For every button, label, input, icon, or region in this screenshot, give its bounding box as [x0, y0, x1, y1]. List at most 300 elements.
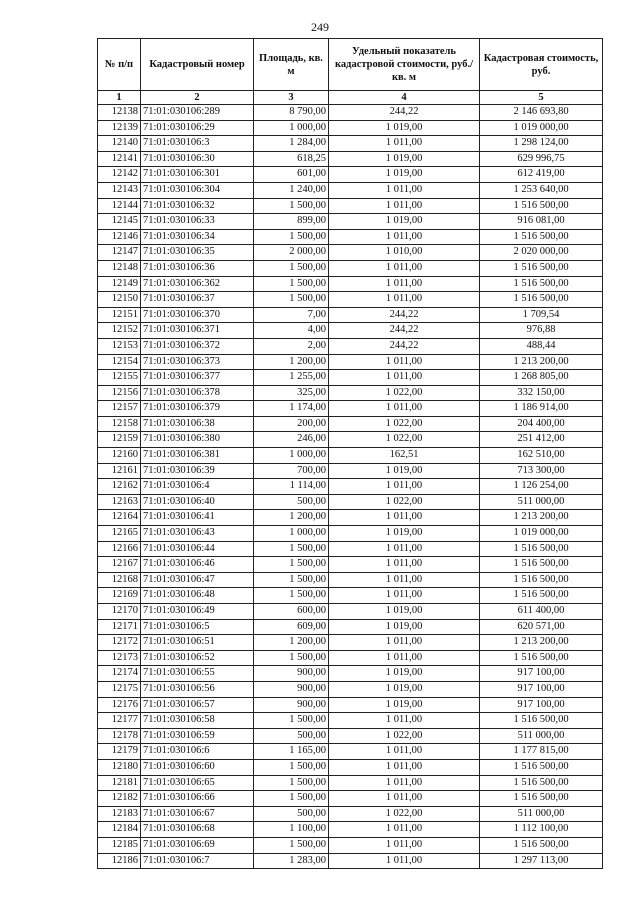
header-cadastral-number: Кадастровый номер	[141, 39, 254, 91]
area-cell: 325,00	[254, 385, 329, 401]
cadastral-number-cell: 71:01:030106:65	[141, 775, 254, 791]
row-number-cell: 12179	[98, 744, 141, 760]
table-row	[98, 448, 603, 464]
table-row	[98, 541, 603, 557]
cadastral-number-cell: 71:01:030106:370	[141, 307, 254, 323]
row-number-cell: 12178	[98, 728, 141, 744]
area-cell: 1 200,00	[254, 635, 329, 651]
specific-value-cell: 244,22	[329, 338, 480, 354]
specific-value-cell: 1 011,00	[329, 572, 480, 588]
cadastral-value-cell: 917 100,00	[480, 681, 603, 697]
area-cell: 1 500,00	[254, 229, 329, 245]
cadastral-number-cell: 71:01:030106:43	[141, 526, 254, 542]
cadastral-value-cell: 1 516 500,00	[480, 276, 603, 292]
cadastral-value-cell: 2 146 693,80	[480, 105, 603, 121]
area-cell: 2,00	[254, 338, 329, 354]
table-row	[98, 775, 603, 791]
area-cell: 1 000,00	[254, 120, 329, 136]
column-number: 2	[141, 91, 254, 105]
specific-value-cell: 1 011,00	[329, 198, 480, 214]
table-header	[98, 39, 603, 105]
specific-value-cell: 1 022,00	[329, 806, 480, 822]
cadastral-number-cell: 71:01:030106:60	[141, 759, 254, 775]
area-cell: 1 000,00	[254, 448, 329, 464]
cadastral-value-cell: 1 516 500,00	[480, 557, 603, 573]
cadastral-value-cell: 620 571,00	[480, 619, 603, 635]
table-row	[98, 806, 603, 822]
cadastral-value-cell: 611 400,00	[480, 604, 603, 620]
cadastral-number-cell: 71:01:030106:47	[141, 572, 254, 588]
table-row	[98, 432, 603, 448]
specific-value-cell: 1 019,00	[329, 214, 480, 230]
table-row	[98, 837, 603, 853]
table-row	[98, 385, 603, 401]
specific-value-cell: 1 019,00	[329, 666, 480, 682]
cadastral-number-cell: 71:01:030106:4	[141, 479, 254, 495]
specific-value-cell: 1 011,00	[329, 744, 480, 760]
specific-value-cell: 1 011,00	[329, 822, 480, 838]
area-cell: 1 174,00	[254, 401, 329, 417]
area-cell: 1 200,00	[254, 510, 329, 526]
cadastral-value-cell: 1 516 500,00	[480, 775, 603, 791]
cadastral-value-cell: 1 297 113,00	[480, 853, 603, 869]
cadastral-value-cell: 1 112 100,00	[480, 822, 603, 838]
cadastral-value-cell: 251 412,00	[480, 432, 603, 448]
cadastral-value-cell: 629 996,75	[480, 151, 603, 167]
specific-value-cell: 1 011,00	[329, 759, 480, 775]
table-row	[98, 759, 603, 775]
area-cell: 601,00	[254, 167, 329, 183]
row-number-cell: 12141	[98, 151, 141, 167]
cadastral-number-cell: 71:01:030106:51	[141, 635, 254, 651]
column-number: 4	[329, 91, 480, 105]
area-cell: 7,00	[254, 307, 329, 323]
row-number-cell: 12182	[98, 791, 141, 807]
row-number-cell: 12160	[98, 448, 141, 464]
cadastral-value-cell: 1 516 500,00	[480, 837, 603, 853]
cadastral-value-cell: 916 081,00	[480, 214, 603, 230]
area-cell: 1 500,00	[254, 276, 329, 292]
specific-value-cell: 1 011,00	[329, 182, 480, 198]
cadastral-value-cell: 162 510,00	[480, 448, 603, 464]
specific-value-cell: 1 019,00	[329, 120, 480, 136]
cadastral-number-cell: 71:01:030106:46	[141, 557, 254, 573]
cadastral-value-cell: 1 516 500,00	[480, 713, 603, 729]
cadastral-number-cell: 71:01:030106:41	[141, 510, 254, 526]
cadastral-number-cell: 71:01:030106:39	[141, 463, 254, 479]
area-cell: 1 000,00	[254, 526, 329, 542]
area-cell: 899,00	[254, 214, 329, 230]
area-cell: 900,00	[254, 681, 329, 697]
specific-value-cell: 1 019,00	[329, 167, 480, 183]
row-number-cell: 12184	[98, 822, 141, 838]
area-cell: 1 200,00	[254, 354, 329, 370]
cadastral-value-cell: 1 516 500,00	[480, 260, 603, 276]
cadastral-value-cell: 204 400,00	[480, 416, 603, 432]
table-row	[98, 853, 603, 869]
area-cell: 500,00	[254, 728, 329, 744]
cadastral-number-cell: 71:01:030106:68	[141, 822, 254, 838]
cadastral-table	[97, 38, 603, 869]
table-row	[98, 713, 603, 729]
specific-value-cell: 1 011,00	[329, 557, 480, 573]
cadastral-number-cell: 71:01:030106:371	[141, 323, 254, 339]
cadastral-number-cell: 71:01:030106:56	[141, 681, 254, 697]
cadastral-value-cell: 1 516 500,00	[480, 198, 603, 214]
area-cell: 1 500,00	[254, 292, 329, 308]
header-row-number: № п/п	[98, 39, 141, 91]
header-cadastral-value: Кадастровая стоимость, руб.	[480, 39, 603, 91]
cadastral-value-cell: 2 020 000,00	[480, 245, 603, 261]
cadastral-value-cell: 1 516 500,00	[480, 588, 603, 604]
table-row	[98, 604, 603, 620]
table-row	[98, 744, 603, 760]
area-cell: 1 500,00	[254, 198, 329, 214]
area-cell: 1 500,00	[254, 837, 329, 853]
table-row	[98, 105, 603, 121]
row-number-cell: 12162	[98, 479, 141, 495]
area-cell: 2 000,00	[254, 245, 329, 261]
cadastral-number-cell: 71:01:030106:3	[141, 136, 254, 152]
row-number-cell: 12146	[98, 229, 141, 245]
table-row	[98, 681, 603, 697]
table-row	[98, 728, 603, 744]
row-number-cell: 12140	[98, 136, 141, 152]
row-number-cell: 12172	[98, 635, 141, 651]
cadastral-value-cell: 1 019 000,00	[480, 120, 603, 136]
cadastral-number-cell: 71:01:030106:36	[141, 260, 254, 276]
cadastral-number-cell: 71:01:030106:34	[141, 229, 254, 245]
header-specific-value: Удельный показатель кадастровой стоимости, руб./кв. м	[329, 39, 480, 91]
cadastral-number-cell: 71:01:030106:6	[141, 744, 254, 760]
area-cell: 700,00	[254, 463, 329, 479]
specific-value-cell: 1 011,00	[329, 370, 480, 386]
cadastral-number-cell: 71:01:030106:38	[141, 416, 254, 432]
area-cell: 1 500,00	[254, 791, 329, 807]
cadastral-number-cell: 71:01:030106:32	[141, 198, 254, 214]
row-number-cell: 12170	[98, 604, 141, 620]
specific-value-cell: 1 019,00	[329, 463, 480, 479]
table-row	[98, 307, 603, 323]
cadastral-value-cell: 1 709,54	[480, 307, 603, 323]
row-number-cell: 12171	[98, 619, 141, 635]
row-number-cell: 12174	[98, 666, 141, 682]
row-number-cell: 12167	[98, 557, 141, 573]
specific-value-cell: 1 011,00	[329, 292, 480, 308]
table-row	[98, 666, 603, 682]
cadastral-value-cell: 1 126 254,00	[480, 479, 603, 495]
table-row	[98, 697, 603, 713]
specific-value-cell: 1 019,00	[329, 526, 480, 542]
cadastral-value-cell: 1 516 500,00	[480, 650, 603, 666]
area-cell: 246,00	[254, 432, 329, 448]
area-cell: 500,00	[254, 494, 329, 510]
cadastral-value-cell: 1 516 500,00	[480, 791, 603, 807]
row-number-cell: 12152	[98, 323, 141, 339]
table-row	[98, 510, 603, 526]
cadastral-value-cell: 1 516 500,00	[480, 759, 603, 775]
table-row	[98, 572, 603, 588]
header-row	[98, 39, 603, 91]
area-cell: 200,00	[254, 416, 329, 432]
header-area: Площадь, кв. м	[254, 39, 329, 91]
row-number-cell: 12156	[98, 385, 141, 401]
specific-value-cell: 1 022,00	[329, 432, 480, 448]
area-cell: 1 500,00	[254, 650, 329, 666]
row-number-cell: 12159	[98, 432, 141, 448]
cadastral-value-cell: 713 300,00	[480, 463, 603, 479]
row-number-cell: 12143	[98, 182, 141, 198]
cadastral-value-cell: 511 000,00	[480, 728, 603, 744]
cadastral-number-cell: 71:01:030106:381	[141, 448, 254, 464]
area-cell: 4,00	[254, 323, 329, 339]
row-number-cell: 12144	[98, 198, 141, 214]
area-cell: 1 100,00	[254, 822, 329, 838]
row-number-cell: 12180	[98, 759, 141, 775]
table-row	[98, 338, 603, 354]
row-number-cell: 12165	[98, 526, 141, 542]
specific-value-cell: 1 011,00	[329, 588, 480, 604]
table-row	[98, 260, 603, 276]
specific-value-cell: 244,22	[329, 105, 480, 121]
table-row	[98, 416, 603, 432]
cadastral-value-cell: 917 100,00	[480, 697, 603, 713]
row-number-cell: 12185	[98, 837, 141, 853]
area-cell: 1 500,00	[254, 759, 329, 775]
specific-value-cell: 162,51	[329, 448, 480, 464]
table-row	[98, 619, 603, 635]
specific-value-cell: 244,22	[329, 307, 480, 323]
row-number-cell: 12173	[98, 650, 141, 666]
area-cell: 1 500,00	[254, 713, 329, 729]
cadastral-number-cell: 71:01:030106:30	[141, 151, 254, 167]
specific-value-cell: 1 011,00	[329, 354, 480, 370]
cadastral-number-cell: 71:01:030106:5	[141, 619, 254, 635]
table-row	[98, 650, 603, 666]
specific-value-cell: 1 011,00	[329, 260, 480, 276]
cadastral-number-cell: 71:01:030106:377	[141, 370, 254, 386]
row-number-cell: 12145	[98, 214, 141, 230]
specific-value-cell: 1 022,00	[329, 385, 480, 401]
cadastral-value-cell: 1 177 815,00	[480, 744, 603, 760]
table-row	[98, 791, 603, 807]
table-row	[98, 198, 603, 214]
area-cell: 1 284,00	[254, 136, 329, 152]
cadastral-number-cell: 71:01:030106:289	[141, 105, 254, 121]
area-cell: 1 255,00	[254, 370, 329, 386]
specific-value-cell: 1 011,00	[329, 791, 480, 807]
row-number-cell: 12168	[98, 572, 141, 588]
column-number: 1	[98, 91, 141, 105]
cadastral-number-cell: 71:01:030106:37	[141, 292, 254, 308]
area-cell: 609,00	[254, 619, 329, 635]
table-row	[98, 401, 603, 417]
area-cell: 1 240,00	[254, 182, 329, 198]
table-row	[98, 822, 603, 838]
table-row	[98, 120, 603, 136]
cadastral-number-cell: 71:01:030106:362	[141, 276, 254, 292]
row-number-cell: 12186	[98, 853, 141, 869]
specific-value-cell: 1 011,00	[329, 401, 480, 417]
cadastral-number-cell: 71:01:030106:55	[141, 666, 254, 682]
cadastral-number-cell: 71:01:030106:378	[141, 385, 254, 401]
cadastral-number-cell: 71:01:030106:48	[141, 588, 254, 604]
specific-value-cell: 1 011,00	[329, 276, 480, 292]
specific-value-cell: 1 010,00	[329, 245, 480, 261]
cadastral-value-cell: 917 100,00	[480, 666, 603, 682]
row-number-cell: 12181	[98, 775, 141, 791]
cadastral-value-cell: 511 000,00	[480, 806, 603, 822]
row-number-cell: 12147	[98, 245, 141, 261]
row-number-cell: 12157	[98, 401, 141, 417]
row-number-cell: 12138	[98, 105, 141, 121]
cadastral-value-cell: 1 213 200,00	[480, 635, 603, 651]
table-row	[98, 182, 603, 198]
cadastral-value-cell: 1 213 200,00	[480, 354, 603, 370]
specific-value-cell: 1 019,00	[329, 697, 480, 713]
cadastral-number-cell: 71:01:030106:33	[141, 214, 254, 230]
specific-value-cell: 1 011,00	[329, 136, 480, 152]
specific-value-cell: 1 011,00	[329, 853, 480, 869]
row-number-cell: 12139	[98, 120, 141, 136]
cadastral-value-cell: 1 019 000,00	[480, 526, 603, 542]
cadastral-number-cell: 71:01:030106:304	[141, 182, 254, 198]
area-cell: 1 165,00	[254, 744, 329, 760]
cadastral-value-cell: 1 253 640,00	[480, 182, 603, 198]
area-cell: 1 114,00	[254, 479, 329, 495]
area-cell: 900,00	[254, 666, 329, 682]
cadastral-number-cell: 71:01:030106:69	[141, 837, 254, 853]
table-row	[98, 136, 603, 152]
area-cell: 1 500,00	[254, 557, 329, 573]
cadastral-number-cell: 71:01:030106:29	[141, 120, 254, 136]
cadastral-value-cell: 1 268 805,00	[480, 370, 603, 386]
table-row	[98, 557, 603, 573]
specific-value-cell: 1 011,00	[329, 510, 480, 526]
row-number-cell: 12153	[98, 338, 141, 354]
cadastral-number-cell: 71:01:030106:49	[141, 604, 254, 620]
cadastral-value-cell: 1 516 500,00	[480, 572, 603, 588]
specific-value-cell: 1 011,00	[329, 229, 480, 245]
specific-value-cell: 1 011,00	[329, 541, 480, 557]
table-row	[98, 526, 603, 542]
cadastral-number-cell: 71:01:030106:57	[141, 697, 254, 713]
row-number-cell: 12161	[98, 463, 141, 479]
column-number-row	[98, 91, 603, 105]
specific-value-cell: 1 011,00	[329, 635, 480, 651]
cadastral-value-cell: 1 213 200,00	[480, 510, 603, 526]
row-number-cell: 12176	[98, 697, 141, 713]
column-number: 3	[254, 91, 329, 105]
area-cell: 1 283,00	[254, 853, 329, 869]
specific-value-cell: 1 019,00	[329, 681, 480, 697]
table-row	[98, 245, 603, 261]
table-row	[98, 354, 603, 370]
table-row	[98, 167, 603, 183]
cadastral-value-cell: 1 516 500,00	[480, 229, 603, 245]
specific-value-cell: 1 011,00	[329, 479, 480, 495]
cadastral-value-cell: 612 419,00	[480, 167, 603, 183]
row-number-cell: 12166	[98, 541, 141, 557]
cadastral-number-cell: 71:01:030106:59	[141, 728, 254, 744]
cadastral-value-cell: 511 000,00	[480, 494, 603, 510]
table-row	[98, 463, 603, 479]
row-number-cell: 12169	[98, 588, 141, 604]
area-cell: 500,00	[254, 806, 329, 822]
row-number-cell: 12149	[98, 276, 141, 292]
cadastral-number-cell: 71:01:030106:66	[141, 791, 254, 807]
cadastral-value-cell: 1 298 124,00	[480, 136, 603, 152]
specific-value-cell: 1 019,00	[329, 619, 480, 635]
table-row	[98, 370, 603, 386]
table-row	[98, 292, 603, 308]
row-number-cell: 12155	[98, 370, 141, 386]
table-row	[98, 323, 603, 339]
row-number-cell: 12151	[98, 307, 141, 323]
specific-value-cell: 1 011,00	[329, 713, 480, 729]
specific-value-cell: 1 022,00	[329, 728, 480, 744]
cadastral-number-cell: 71:01:030106:40	[141, 494, 254, 510]
cadastral-number-cell: 71:01:030106:301	[141, 167, 254, 183]
area-cell: 1 500,00	[254, 260, 329, 276]
table-row	[98, 494, 603, 510]
specific-value-cell: 1 011,00	[329, 650, 480, 666]
cadastral-number-cell: 71:01:030106:7	[141, 853, 254, 869]
area-cell: 618,25	[254, 151, 329, 167]
cadastral-number-cell: 71:01:030106:380	[141, 432, 254, 448]
specific-value-cell: 1 019,00	[329, 604, 480, 620]
cadastral-number-cell: 71:01:030106:35	[141, 245, 254, 261]
area-cell: 1 500,00	[254, 541, 329, 557]
cadastral-value-cell: 488,44	[480, 338, 603, 354]
row-number-cell: 12154	[98, 354, 141, 370]
column-number: 5	[480, 91, 603, 105]
table-row	[98, 214, 603, 230]
row-number-cell: 12177	[98, 713, 141, 729]
area-cell: 8 790,00	[254, 105, 329, 121]
cadastral-number-cell: 71:01:030106:58	[141, 713, 254, 729]
cadastral-value-cell: 332 150,00	[480, 385, 603, 401]
cadastral-value-cell: 1 516 500,00	[480, 541, 603, 557]
row-number-cell: 12148	[98, 260, 141, 276]
row-number-cell: 12158	[98, 416, 141, 432]
row-number-cell: 12175	[98, 681, 141, 697]
cadastral-value-cell: 976,88	[480, 323, 603, 339]
area-cell: 1 500,00	[254, 775, 329, 791]
cadastral-number-cell: 71:01:030106:379	[141, 401, 254, 417]
page-number: 249	[311, 20, 329, 34]
area-cell: 900,00	[254, 697, 329, 713]
row-number-cell: 12150	[98, 292, 141, 308]
row-number-cell: 12164	[98, 510, 141, 526]
row-number-cell: 12163	[98, 494, 141, 510]
table-body	[98, 105, 603, 869]
cadastral-number-cell: 71:01:030106:52	[141, 650, 254, 666]
specific-value-cell: 1 019,00	[329, 151, 480, 167]
area-cell: 1 500,00	[254, 588, 329, 604]
specific-value-cell: 1 022,00	[329, 494, 480, 510]
cadastral-value-cell: 1 186 914,00	[480, 401, 603, 417]
table-row	[98, 479, 603, 495]
specific-value-cell: 1 011,00	[329, 775, 480, 791]
row-number-cell: 12183	[98, 806, 141, 822]
cadastral-number-cell: 71:01:030106:44	[141, 541, 254, 557]
specific-value-cell: 1 022,00	[329, 416, 480, 432]
row-number-cell: 12142	[98, 167, 141, 183]
cadastral-number-cell: 71:01:030106:67	[141, 806, 254, 822]
table-row	[98, 276, 603, 292]
table-row	[98, 151, 603, 167]
